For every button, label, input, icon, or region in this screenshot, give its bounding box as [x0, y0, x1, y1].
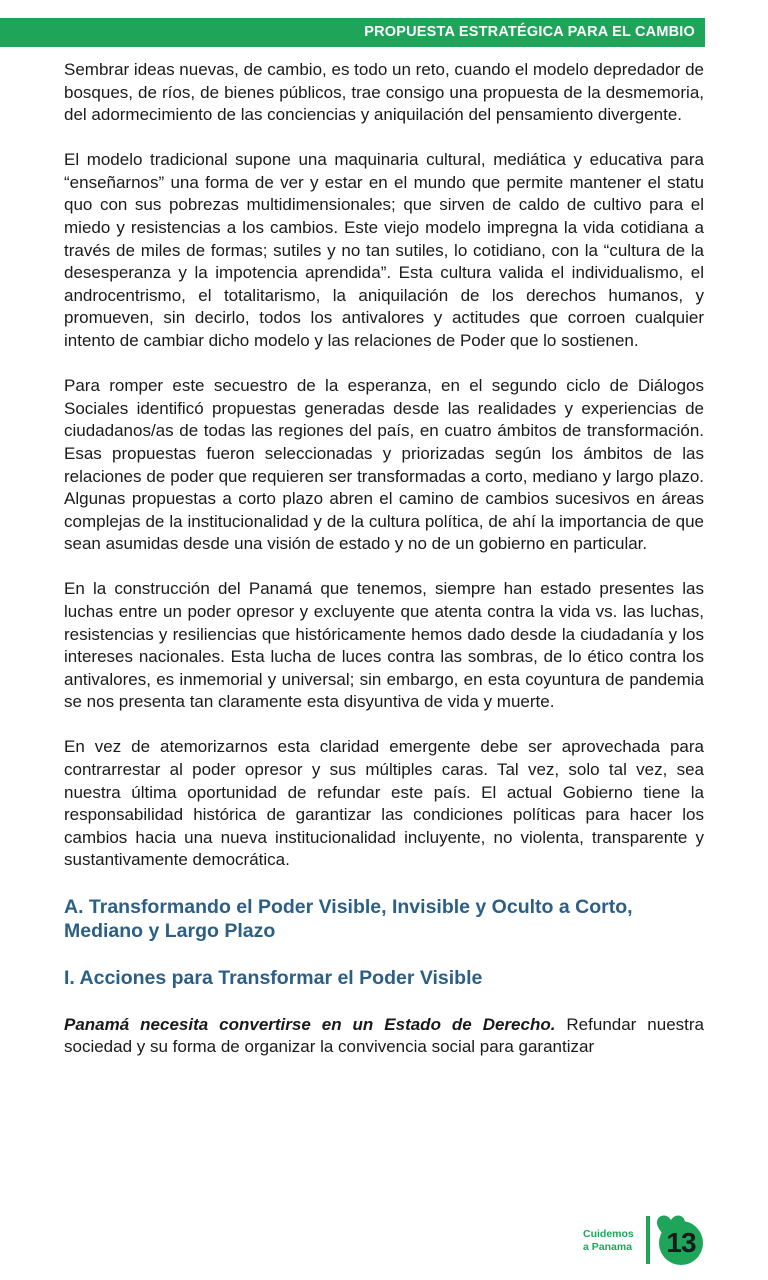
section-i-heading: I. Acciones para Transformar el Poder Visible: [64, 966, 483, 989]
paragraph-3: Para romper este secuestro de la esperanza, en el segundo ciclo de Diálogos Sociales identificó propuestas generadas desde las realidades y experiencias de ciudadanos/as de todas las regiones del país, en cuatro ámbitos de transformación. Esas propuestas fueron seleccionadas y priorizadas según los ámbitos de las relaciones de poder que requieren ser transformadas a corto, mediano y largo plazo. Algunas propuestas a corto plazo abren el camino de cambios sucesivos en áreas complejas de la institucionalidad y de la cultura política, de ahí la importancia de que sean asumidas desde una visión de estado y no de un gobierno en particular.: [64, 376, 704, 554]
header-bar: [0, 18, 705, 47]
header-title: PROPUESTA ESTRATÉGICA PARA EL CAMBIO: [364, 24, 695, 40]
paragraph-5: En vez de atemorizarnos esta claridad emergente debe ser aprovechada para contrarrestar al poder opresor y sus múltiples caras. Tal vez, solo tal vez, sea nuestra última oportunidad de refundar este país. El actual Gobierno tiene la responsabilidad histórica de garantizar las condiciones políticas para hacer los cambios hacia una nueva institucionalidad incluyente, no violenta, transparente y sustantivamente democrática.: [64, 737, 704, 870]
paragraph-1: Sembrar ideas nuevas, de cambio, es todo un reto, cuando el modelo depredador de bosques, de ríos, de bienes públicos, trae consigo una propuesta de la desmemoria, del adormecimiento de las conciencias y aniquilación del pensamiento divergente.: [64, 60, 704, 125]
page-body: [64, 59, 704, 1081]
closing-paragraph: [64, 1014, 704, 1059]
footer-brand: [583, 1228, 634, 1254]
closing-text: Refundar nuestra sociedad y su forma de organizar la convivencia social para garantizar: [64, 1014, 704, 1057]
footer-brand-line2: a Panama: [583, 1241, 633, 1253]
paragraph-2: El modelo tradicional supone una maquinaria cultural, mediática y educativa para “enseñarnos” una forma de ver y estar en el mundo que permite mantener el statu quo con sus pobrezas multidimensionales; que sirven de caldo de cultivo para el miedo y resistencias a los cambios. Este viejo modelo impregna la vida cotidiana a través de miles de formas; sutiles y no tan sutiles, lo cotidiano, con la “cultura de la desesperanza y la impotencia aprendida”. Esta cultura valida el individualismo, el androcentrismo, el totalitarismo, la aniquilación de los derechos humanos, y promueven, sin decirlo, todos los antivalores y actitudes que corroen cualquier intento de cambiar dicho modelo y las relaciones de Poder que lo sostienen.: [64, 150, 704, 351]
footer-brand-line1: Cuidemos: [583, 1228, 634, 1240]
section-a-heading: A. Transformando el Poder Visible, Invisible y Oculto a Corto, Mediano y Largo Plazo: [64, 895, 633, 942]
footer-divider: [646, 1216, 650, 1264]
paragraph-4: En la construcción del Panamá que tenemos, siempre han estado presentes las luchas entre un poder opresor y excluyente que atenta contra la vida vs. las luchas, resistencias y resiliencias que históricamente hemos dado desde la ciudadanía y los intereses nacionales. Esta lucha de luces contra las sombras, de lo ético contra los antivalores, es inmemorial y universal; sin embargo, en esta coyuntura de pandemia se nos presenta tan claramente esta disyuntiva de vida y muerte.: [64, 579, 704, 712]
closing-lead: Panamá necesita convertirse en un Estado de Derecho.: [64, 1014, 556, 1034]
page-number: 13: [666, 1227, 696, 1258]
